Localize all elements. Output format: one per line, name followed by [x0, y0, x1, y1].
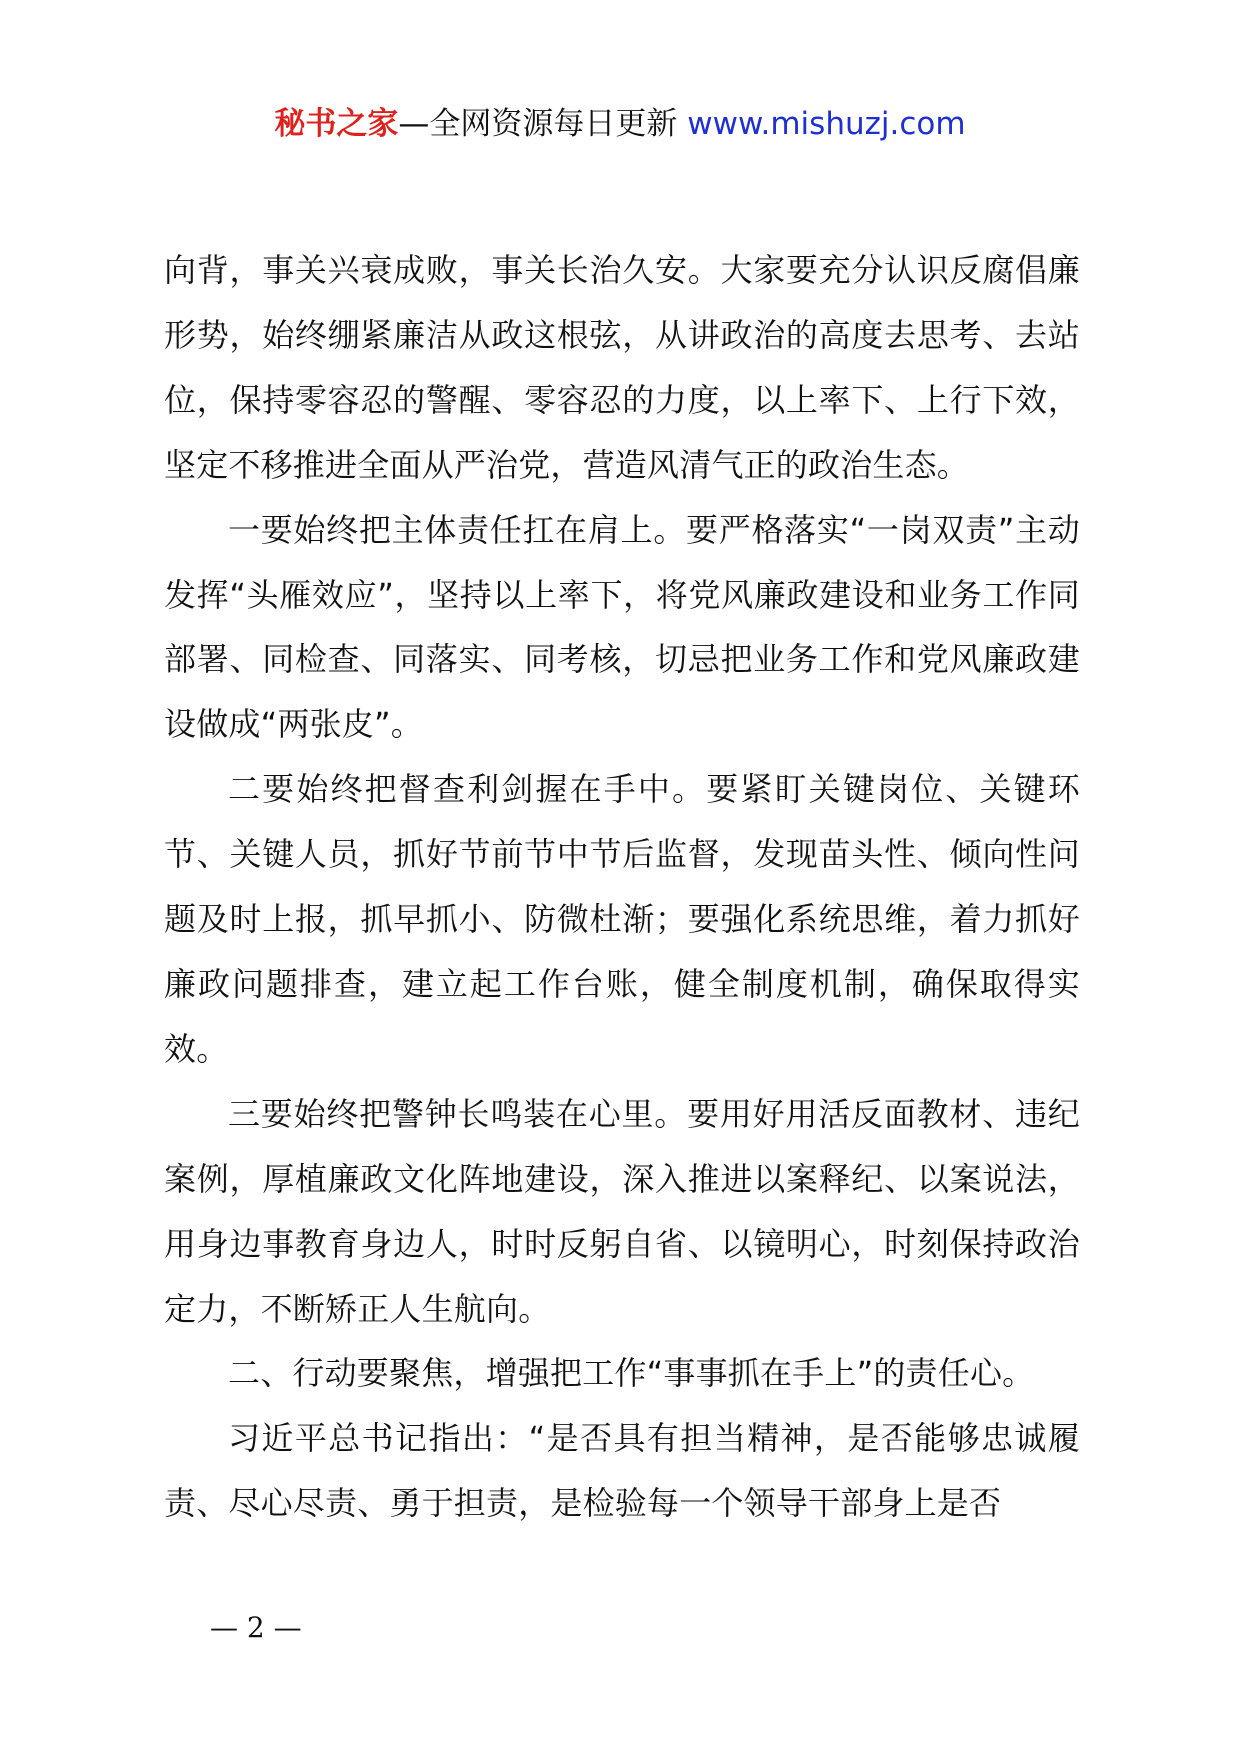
page-number: — 2 —	[210, 1611, 302, 1644]
paragraph-quote: 习近平总书记指出：“是否具有担当精神，是否能够忠诚履责、尽心尽责、勇于担责，是检验每一个领导干部身上是否	[164, 1419, 1080, 1523]
paragraph-continuation: 向背，事关兴衰成败，事关长治久安。大家要充分认识反腐倡廉形势，始终绷紧廉洁从政这根弦，从讲政治的高度去思考、去站位，保持零容忍的警醒、零容忍的力度，以上率下、上行下效，坚定不移推进全面从严治党，营造风清气正的政治生态。	[164, 251, 1080, 484]
document-body	[164, 238, 1080, 1536]
paragraph-point-two: 二要始终把督查利剑握在手中。要紧盯关键岗位、关键环节、关键人员，抓好节前节中节后监督，发现苗头性、倾向性问题及时上报，抓早抓小、防微杜渐；要强化系统思维，着力抓好廉政问题排查，建立起工作台账，健全制度机制，确保取得实效。	[164, 770, 1080, 1068]
site-header	[0, 102, 1240, 146]
paragraph-point-one: 一要始终把主体责任扛在肩上。要严格落实“一岗双责”主动发挥“头雁效应”，坚持以上率下，将党风廉政建设和业务工作同部署、同检查、同落实、同考核，切忌把业务工作和党风廉政建设做成“两张皮”。	[164, 510, 1080, 744]
site-tagline: —全网资源每日更新	[398, 106, 678, 142]
paragraph-point-three: 三要始终把警钟长鸣装在心里。要用好用活反面教材、违纪案例，厚植廉政文化阵地建设，深入推进以案释纪、以案说法，用身边事教育身边人，时时反躬自省、以镜明心，时刻保持政治定力，不断矫正人生航向。	[164, 1094, 1080, 1328]
section-heading-two: 二、行动要聚焦，增强把工作“事事抓在手上”的责任心。	[228, 1354, 1035, 1393]
site-brand: 秘书之家	[274, 106, 399, 142]
site-url-link[interactable]: www.mishuzj.com	[687, 106, 966, 142]
